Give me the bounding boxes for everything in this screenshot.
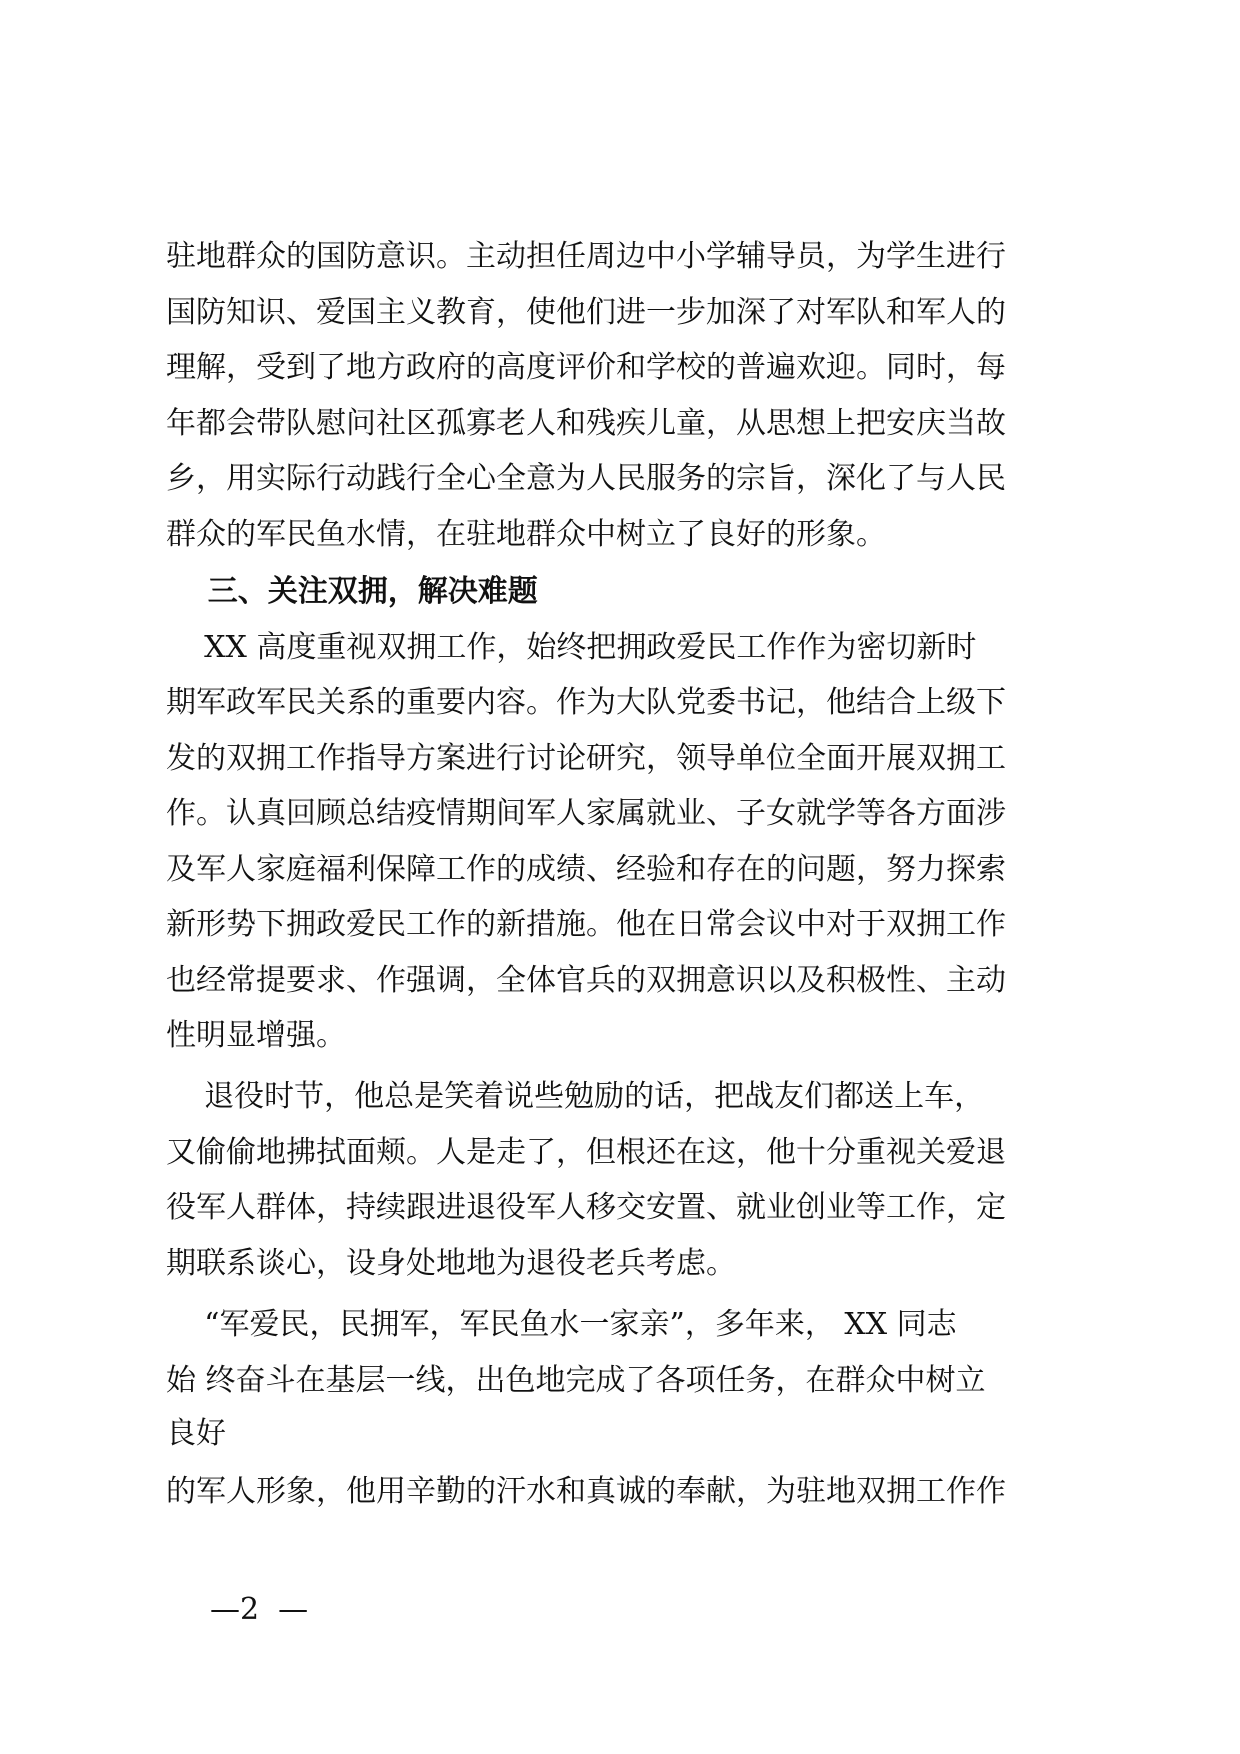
body-text-line: 发的双拥工作指导方案进行讨论研究，领导单位全面开展双拥工: [166, 741, 1006, 776]
body-text-line: 作。认真回顾总结疫情期间军人家属就业、子女就学等各方面涉: [166, 796, 1006, 831]
body-text-line: 新形势下拥政爱民工作的新措施。他在日常会议中对于双拥工作: [166, 907, 1006, 942]
body-text-line: 始 终奋斗在基层一线，出色地完成了各项任务，在群众中树立: [166, 1363, 986, 1398]
body-text-line: 乡，用实际行动践行全心全意为人民服务的宗旨，深化了与人民: [166, 461, 1006, 496]
body-text-line: 又偷偷地拂拭面颊。人是走了，但根还在这，他十分重视关爱退: [166, 1135, 1006, 1170]
body-text-line: 年都会带队慰问社区孤寡老人和残疾儿童，从思想上把安庆当故: [166, 406, 1006, 441]
body-text-line: 良好: [166, 1416, 226, 1451]
body-text-line: 理解，受到了地方政府的高度评价和学校的普遍欢迎。同时，每: [166, 350, 1006, 385]
body-text-line: 群众的军民鱼水情，在驻地群众中树立了良好的形象。: [166, 517, 886, 552]
body-text-line: 退役时节，他总是笑着说些勉励的话，把战友们都送上车，: [166, 1079, 985, 1114]
section-heading: 三、关注双拥，解决难题: [166, 574, 538, 609]
body-text-line: 役军人群体，持续跟进退役军人移交安置、就业创业等工作，定: [166, 1190, 1006, 1225]
body-text-line: 期联系谈心，设身处地地为退役老兵考虑。: [166, 1246, 736, 1281]
body-text-line: 性明显增强。: [166, 1018, 346, 1053]
body-text-line: XX 高度重视双拥工作，始终把拥政爱民工作作为密切新时: [166, 630, 977, 665]
body-text-line: 期军政军民关系的重要内容。作为大队党委书记，他结合上级下: [166, 685, 1006, 720]
body-text-line: 国防知识、爱国主义教育，使他们进一步加深了对军队和军人的: [166, 295, 1006, 330]
page-number: —2 —: [210, 1592, 309, 1627]
body-text-line: 也经常提要求、作强调，全体官兵的双拥意识以及积极性、主动: [166, 963, 1006, 998]
body-text-line: 及军人家庭福利保障工作的成绩、经验和存在的问题，努力探索: [166, 852, 1006, 887]
body-text-line: “军爱民，民拥军，军民鱼水一家亲”，多年来， XX 同志: [166, 1307, 957, 1342]
body-text-line: 驻地群众的国防意识。主动担任周边中小学辅导员，为学生进行: [166, 239, 1006, 274]
body-text-line: 的军人形象，他用辛勤的汗水和真诚的奉献，为驻地双拥工作作: [166, 1474, 1006, 1509]
